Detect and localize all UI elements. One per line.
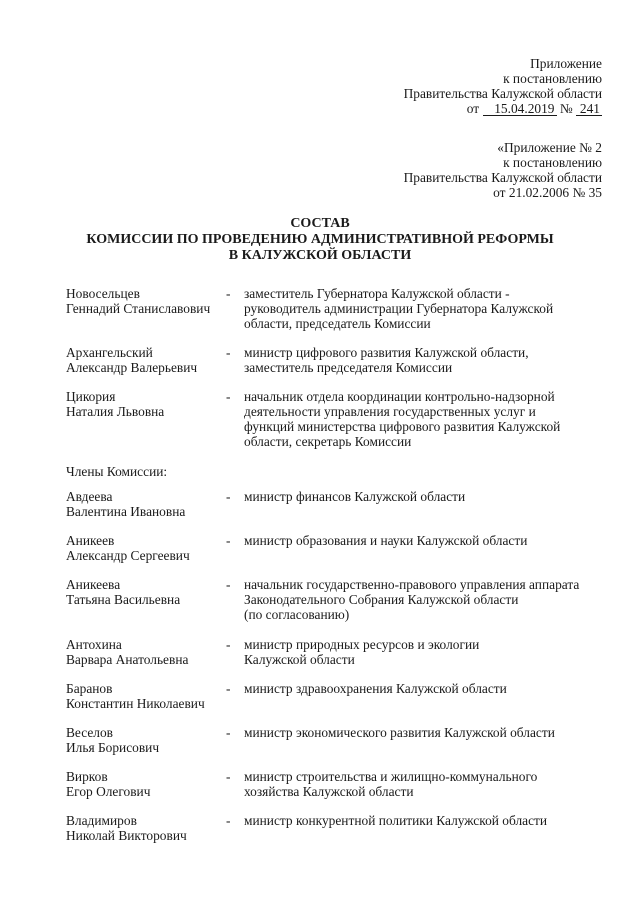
separator-dash: - — [226, 389, 231, 404]
member-surname: Аникеев — [66, 533, 115, 548]
title-line-2: КОМИССИИ ПО ПРОВЕДЕНИЮ АДМИНИСТРАТИВНОЙ РЕФОРМЫ — [86, 232, 554, 247]
member-name — [66, 345, 224, 375]
position-line: руководитель администрации Губернатора Калужской — [244, 301, 554, 316]
position-line: министр образования и науки Калужской области — [244, 533, 528, 548]
member-surname: Владимиров — [66, 813, 137, 828]
member-name — [66, 769, 224, 799]
document-title — [0, 216, 640, 264]
position-line: Калужской области — [244, 652, 355, 667]
member-surname: Аникеева — [66, 577, 121, 592]
original-appendix-line-3: Правительства Калужской области — [403, 170, 602, 185]
separator-dash: - — [226, 813, 231, 828]
member-position — [244, 533, 604, 548]
member-position — [244, 286, 604, 331]
separator-dash: - — [226, 533, 231, 548]
original-appendix-header — [404, 140, 602, 200]
position-line: министр цифрового развития Калужской области, — [244, 345, 529, 360]
member-name — [66, 533, 224, 563]
member-position — [244, 681, 604, 696]
member-position — [244, 389, 604, 449]
position-line: министр экономического развития Калужской области — [244, 725, 555, 740]
member-surname: Архангельский — [66, 345, 153, 360]
decree-date: 15.04.2019 — [483, 102, 557, 116]
member-given-names: Константин Николаевич — [66, 696, 205, 711]
title-line-1: СОСТАВ — [290, 216, 350, 231]
position-line: министр строительства и жилищно-коммунального — [244, 769, 538, 784]
member-surname: Вирков — [66, 769, 108, 784]
member-surname: Антохина — [66, 637, 122, 652]
original-appendix-line-1: «Приложение № 2 — [497, 140, 602, 155]
member-surname: Новосельцев — [66, 286, 140, 301]
decree-number: 241 — [576, 102, 602, 116]
member-given-names: Валентина Ивановна — [66, 504, 186, 519]
title-line-3: В КАЛУЖСКОЙ ОБЛАСТИ — [228, 248, 412, 263]
member-surname: Баранов — [66, 681, 113, 696]
original-appendix-line-4: от 21.02.2006 № 35 — [493, 185, 602, 200]
to-decree-label: к постановлению — [503, 71, 602, 86]
member-surname: Веселов — [66, 725, 113, 740]
member-name — [66, 286, 224, 316]
member-position — [244, 769, 604, 799]
member-position — [244, 813, 604, 828]
position-line: (по согласованию) — [244, 607, 350, 622]
position-line: министр здравоохранения Калужской области — [244, 681, 507, 696]
position-line: начальник государственно-правового управления аппарата — [244, 577, 580, 592]
separator-dash: - — [226, 345, 231, 360]
separator-dash: - — [226, 681, 231, 696]
member-given-names: Татьяна Васильевна — [66, 592, 181, 607]
member-name — [66, 725, 224, 755]
position-line: деятельности управления государственных услуг и — [244, 404, 536, 419]
government-label: Правительства Калужской области — [403, 86, 602, 101]
separator-dash: - — [226, 725, 231, 740]
members-heading: Члены Комиссии: — [66, 464, 168, 479]
position-line: Законодательного Собрания Калужской области — [244, 592, 519, 607]
member-given-names: Егор Олегович — [66, 784, 151, 799]
member-name — [66, 389, 224, 419]
decree-header — [404, 56, 602, 116]
member-given-names: Николай Викторович — [66, 828, 187, 843]
position-line: министр природных ресурсов и экологии — [244, 637, 480, 652]
member-position — [244, 637, 604, 667]
separator-dash: - — [226, 637, 231, 652]
position-line: министр конкурентной политики Калужской области — [244, 813, 548, 828]
separator-dash: - — [226, 577, 231, 592]
decree-date-line — [404, 101, 602, 116]
member-name — [66, 637, 224, 667]
member-surname: Цикория — [66, 389, 116, 404]
position-line: начальник отдела координации контрольно-надзорной — [244, 389, 555, 404]
member-position — [244, 725, 604, 740]
member-name — [66, 813, 224, 843]
position-line: области, секретарь Комиссии — [244, 434, 412, 449]
position-line: хозяйства Калужской области — [244, 784, 414, 799]
date-prefix: от — [466, 101, 480, 116]
member-surname: Авдеева — [66, 489, 113, 504]
member-given-names: Геннадий Станиславович — [66, 301, 211, 316]
appendix-label: Приложение — [530, 56, 602, 71]
member-given-names: Илья Борисович — [66, 740, 160, 755]
member-position — [244, 489, 604, 504]
position-line: заместитель председателя Комиссии — [244, 360, 453, 375]
position-line: министр финансов Калужской области — [244, 489, 466, 504]
position-line: области, председатель Комиссии — [244, 316, 431, 331]
member-name — [66, 489, 224, 519]
member-given-names: Александр Сергеевич — [66, 548, 190, 563]
member-position — [244, 577, 604, 622]
member-given-names: Варвара Анатольевна — [66, 652, 189, 667]
separator-dash: - — [226, 769, 231, 784]
separator-dash: - — [226, 286, 231, 301]
member-given-names: Александр Валерьевич — [66, 360, 198, 375]
separator-dash: - — [226, 489, 231, 504]
member-name — [66, 681, 224, 711]
original-appendix-line-2: к постановлению — [503, 155, 602, 170]
position-line: функций министерства цифрового развития Калужской — [244, 419, 561, 434]
member-name — [66, 577, 224, 607]
number-sign: № — [559, 101, 573, 116]
member-position — [244, 345, 604, 375]
member-given-names: Наталия Львовна — [66, 404, 165, 419]
position-line: заместитель Губернатора Калужской области - — [244, 286, 510, 301]
